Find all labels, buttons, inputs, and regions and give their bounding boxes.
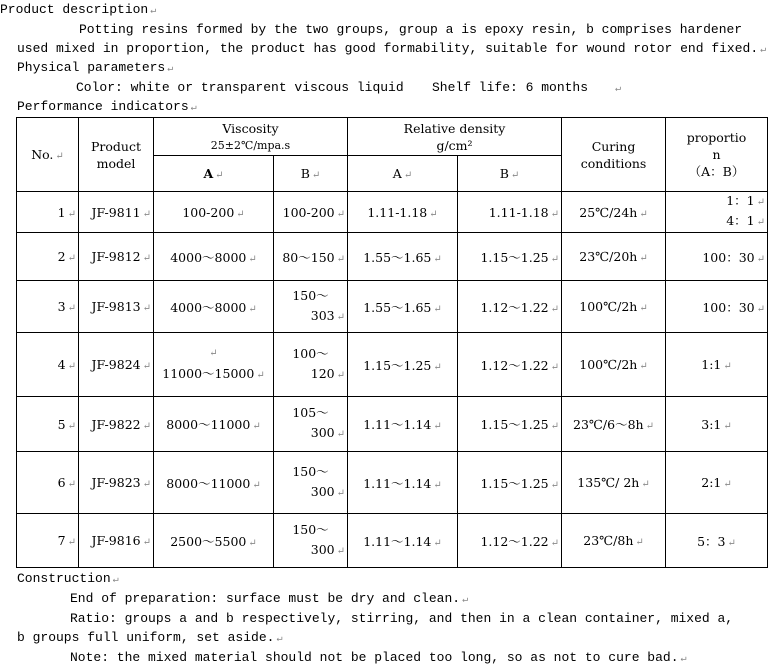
row-proportion: 5：3 ↵ <box>666 514 768 568</box>
table-row <box>17 233 768 281</box>
row-proportion: 100：30 ↵ <box>666 233 768 281</box>
description-line-2: used mixed in proportion, the product has good formability, suitable for wound rotor end fixed. ↵ <box>17 41 767 56</box>
table-row <box>17 514 768 568</box>
note-text: Note: the mixed material should not be placed too long, so as not to cure bad. ↵ <box>70 650 687 665</box>
row-viscosity-b: 80～150 ↵ <box>274 233 348 281</box>
row-curing: 100℃/2h ↵ <box>562 333 666 397</box>
row-curing: 23℃/6～8h ↵ <box>562 397 666 452</box>
ratio-line-2: b groups full uniform, set aside. ↵ <box>17 630 283 645</box>
heading-product-description: Product description ↵ <box>0 2 157 17</box>
table-row <box>17 281 768 333</box>
heading-physical-parameters: Physical parameters ↵ <box>17 60 174 75</box>
row-curing: 23℃/20h ↵ <box>562 233 666 281</box>
row-viscosity-b: 150～ 300 ↵ <box>274 452 348 514</box>
row-density-a: 1.55～1.65 ↵ <box>348 233 458 281</box>
row-viscosity-b: 150～ 300 ↵ <box>274 514 348 568</box>
row-density-b: 1.12～1.22 ↵ <box>458 333 562 397</box>
row-viscosity-a: 8000～11000 ↵ <box>154 452 274 514</box>
row-viscosity-b: 100-200 ↵ <box>274 192 348 233</box>
shelf-life-text: Shelf life: 6 months <box>432 80 589 95</box>
row-viscosity-a: 8000～11000 ↵ <box>154 397 274 452</box>
row-model: JF-9822 ↵ <box>79 397 154 452</box>
heading-construction: Construction ↵ <box>17 571 119 586</box>
table-row <box>17 192 768 233</box>
row-viscosity-a: 4000～8000 ↵ <box>154 233 274 281</box>
table-row <box>17 452 768 514</box>
header-relative-density: Relative density g/cm² <box>348 118 562 156</box>
table-row <box>17 397 768 452</box>
row-viscosity-a: 4000～8000 ↵ <box>154 281 274 333</box>
row-viscosity-b: 105～ 300 ↵ <box>274 397 348 452</box>
row-viscosity-a: 2500～5500 ↵ <box>154 514 274 568</box>
row-density-a: 1.11-1.18 ↵ <box>348 192 458 233</box>
header-proportion: proportio n （A：B） <box>666 118 768 192</box>
row-curing: 135℃/ 2h ↵ <box>562 452 666 514</box>
header-no: No. ↵ <box>17 118 79 192</box>
header-product-model: Product model <box>79 118 154 192</box>
header-density-b: B ↵ <box>458 156 562 192</box>
description-line-1: Potting resins formed by the two groups, group a is epoxy resin, b comprises hardener <box>79 22 743 37</box>
row-model: JF-9824 ↵ <box>79 333 154 397</box>
row-proportion: 3:1 ↵ <box>666 397 768 452</box>
row-proportion: 1:1 ↵ <box>666 333 768 397</box>
row-proportion: 1：1 ↵ 4：1 ↵ <box>666 192 768 233</box>
row-viscosity-a: 100-200 ↵ <box>154 192 274 233</box>
row-model: JF-9811 ↵ <box>79 192 154 233</box>
row-density-b: 1.15～1.25 ↵ <box>458 452 562 514</box>
row-density-a: 1.15～1.25 ↵ <box>348 333 458 397</box>
row-no: 6 ↵ <box>17 452 79 514</box>
header-curing-conditions: Curing conditions <box>562 118 666 192</box>
header-density-a: A ↵ <box>348 156 458 192</box>
row-proportion: 2:1 ↵ <box>666 452 768 514</box>
row-no: 7 ↵ <box>17 514 79 568</box>
row-no: 2 ↵ <box>17 233 79 281</box>
row-model: JF-9816 ↵ <box>79 514 154 568</box>
row-model: JF-9813 ↵ <box>79 281 154 333</box>
row-density-b: 1.11-1.18 ↵ <box>458 192 562 233</box>
row-curing: 25℃/24h ↵ <box>562 192 666 233</box>
row-viscosity-b: 100～ 120 ↵ <box>274 333 348 397</box>
row-density-b: 1.12～1.22 ↵ <box>458 514 562 568</box>
performance-table <box>16 117 768 568</box>
row-density-a: 1.11～1.14 ↵ <box>348 452 458 514</box>
row-no: 1 ↵ <box>17 192 79 233</box>
row-model: JF-9823 ↵ <box>79 452 154 514</box>
row-density-a: 1.55～1.65 ↵ <box>348 281 458 333</box>
row-density-a: 1.11～1.14 ↵ <box>348 514 458 568</box>
row-no: 3 ↵ <box>17 281 79 333</box>
header-viscosity-b: B ↵ <box>274 156 348 192</box>
row-viscosity-a: ↵ 11000～15000 ↵ <box>154 333 274 397</box>
row-no: 4 ↵ <box>17 333 79 397</box>
heading-performance-indicators: Performance indicators ↵ <box>17 99 197 114</box>
paragraph-mark: ↵ <box>615 84 622 95</box>
row-curing: 100℃/2h ↵ <box>562 281 666 333</box>
end-of-preparation-text: End of preparation: surface must be dry and clean. ↵ <box>70 591 469 606</box>
header-viscosity: Viscosity 25±2℃/mpa.s <box>154 118 348 156</box>
color-text: Color: white or transparent viscous liquid <box>76 80 404 95</box>
row-no: 5 ↵ <box>17 397 79 452</box>
row-density-b: 1.15～1.25 ↵ <box>458 233 562 281</box>
row-density-b: 1.12～1.22 ↵ <box>458 281 562 333</box>
table-row <box>17 333 768 397</box>
header-viscosity-a: A ↵ <box>154 156 274 192</box>
row-viscosity-b: 150～ 303 ↵ <box>274 281 348 333</box>
row-density-b: 1.15～1.25 ↵ <box>458 397 562 452</box>
row-model: JF-9812 ↵ <box>79 233 154 281</box>
row-proportion: 100：30 ↵ <box>666 281 768 333</box>
ratio-line-1: Ratio: groups a and b respectively, stirring, and then in a clean container, mixed a, <box>70 611 734 626</box>
row-density-a: 1.11～1.14 ↵ <box>348 397 458 452</box>
row-curing: 23℃/8h ↵ <box>562 514 666 568</box>
